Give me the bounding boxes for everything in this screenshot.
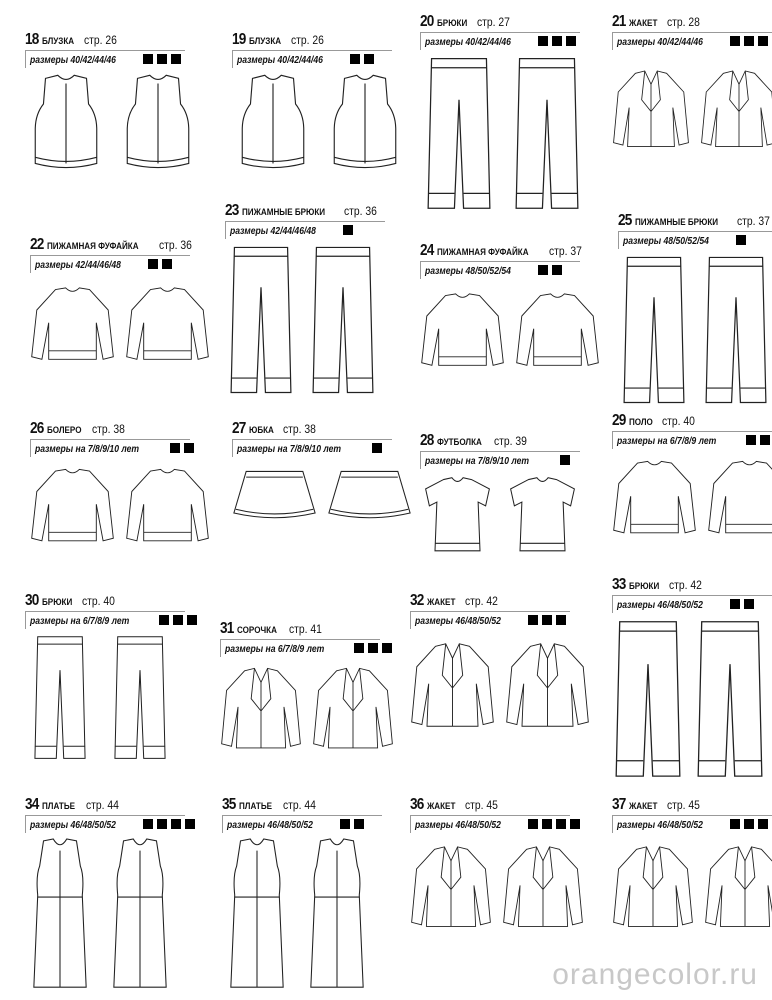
size-square-icon bbox=[758, 36, 768, 46]
sizes-line bbox=[612, 431, 772, 449]
size-square-icon bbox=[143, 54, 153, 64]
sizes-label: размеры 40/42/44/46 bbox=[425, 36, 511, 48]
model-name: БЛУЗКА bbox=[42, 36, 75, 47]
pattern-card-19 bbox=[232, 32, 412, 177]
page-ref: стр. 38 bbox=[92, 424, 126, 436]
size-square-icon bbox=[566, 36, 576, 46]
garment-drawings bbox=[220, 661, 400, 761]
size-square-icon bbox=[350, 54, 360, 64]
sizes-label: размеры 40/42/44/46 bbox=[237, 54, 323, 66]
card-header bbox=[25, 797, 205, 815]
garment-sketch-icon bbox=[222, 837, 292, 992]
card-header bbox=[25, 32, 205, 50]
size-square-icon bbox=[552, 265, 562, 275]
pattern-card-29 bbox=[612, 413, 772, 548]
sizes-label: размеры 48/50/52/54 bbox=[425, 265, 511, 277]
size-square-icon bbox=[736, 235, 746, 245]
pattern-card-18 bbox=[25, 32, 205, 177]
page-ref: стр. 26 bbox=[291, 35, 325, 47]
page-ref: стр. 44 bbox=[282, 800, 316, 812]
sizes-label: размеры 40/42/44/46 bbox=[30, 54, 116, 66]
card-header bbox=[222, 797, 402, 815]
garment-drawings bbox=[30, 277, 210, 377]
size-square-icon bbox=[171, 54, 181, 64]
page-ref: стр. 38 bbox=[283, 424, 316, 436]
garment-drawings bbox=[25, 837, 205, 992]
garment-sketch-icon bbox=[232, 461, 317, 531]
model-number: 29 bbox=[612, 412, 626, 429]
model-name: БОЛЕРО bbox=[47, 425, 82, 436]
garment-sketch-icon bbox=[420, 283, 505, 383]
garment-sketch-icon bbox=[30, 461, 115, 556]
model-name: БРЮКИ bbox=[42, 597, 73, 608]
model-number: 18 bbox=[25, 31, 39, 48]
sizes-line bbox=[30, 255, 190, 273]
sizes-line bbox=[618, 231, 772, 249]
page-ref: стр. 40 bbox=[661, 416, 695, 428]
model-number: 30 bbox=[25, 592, 39, 609]
sizes-label: размеры на 6/7/8/9 лет bbox=[225, 643, 325, 655]
page-ref: стр. 41 bbox=[288, 624, 322, 636]
size-square-icon bbox=[157, 54, 167, 64]
size-square-icon bbox=[744, 819, 754, 829]
pattern-card-33 bbox=[612, 577, 772, 782]
size-square-icon bbox=[372, 443, 382, 453]
garment-drawings bbox=[612, 617, 772, 782]
garment-drawings bbox=[618, 253, 772, 408]
pattern-card-20 bbox=[420, 14, 600, 214]
model-name: ПЛАТЬЕ bbox=[42, 801, 76, 812]
sizes-line bbox=[25, 611, 185, 629]
garment-drawings bbox=[612, 54, 772, 169]
garment-drawings bbox=[25, 633, 205, 763]
sizes-label: размеры 46/48/50/52 bbox=[617, 599, 703, 611]
sizes-label: размеры на 6/7/8/9 лет bbox=[617, 435, 717, 447]
garment-sketch-icon bbox=[302, 837, 372, 992]
garment-sketch-icon bbox=[105, 633, 175, 763]
size-square-icon bbox=[528, 819, 538, 829]
garment-sketch-icon bbox=[694, 617, 766, 782]
page-ref: стр. 28 bbox=[667, 17, 701, 29]
sizes-line bbox=[410, 815, 570, 833]
sizes-line bbox=[612, 32, 772, 50]
card-header bbox=[410, 797, 590, 815]
size-square-icon bbox=[552, 36, 562, 46]
garment-sketch-icon bbox=[25, 72, 107, 177]
garment-drawings bbox=[410, 633, 590, 743]
page-ref: стр. 40 bbox=[82, 596, 116, 608]
model-number: 27 bbox=[232, 420, 246, 437]
garment-drawings bbox=[232, 72, 412, 177]
size-square-icon bbox=[354, 643, 364, 653]
model-number: 33 bbox=[612, 576, 626, 593]
size-square-icon bbox=[343, 225, 353, 235]
size-square-icon bbox=[173, 615, 183, 625]
model-name: БРЮКИ bbox=[437, 18, 468, 29]
model-number: 22 bbox=[30, 236, 44, 253]
sizes-label: размеры на 7/8/9/10 лет bbox=[425, 455, 530, 467]
watermark: orangecolor.ru bbox=[552, 958, 758, 991]
size-square-icon bbox=[730, 36, 740, 46]
sizes-label: размеры 40/42/44/46 bbox=[617, 36, 703, 48]
pattern-card-22 bbox=[30, 237, 210, 377]
size-square-icon bbox=[148, 259, 158, 269]
garment-sketch-icon bbox=[220, 661, 302, 761]
garment-drawings bbox=[30, 461, 210, 556]
size-square-icon bbox=[159, 615, 169, 625]
garment-sketch-icon bbox=[327, 461, 412, 531]
size-square-icon bbox=[730, 599, 740, 609]
size-square-icon bbox=[730, 819, 740, 829]
garment-sketch-icon bbox=[612, 54, 690, 169]
garment-sketch-icon bbox=[410, 837, 492, 942]
sizes-line bbox=[612, 595, 772, 613]
garment-sketch-icon bbox=[25, 633, 95, 763]
model-name: ПИЖАМНЫЕ БРЮКИ bbox=[242, 207, 326, 218]
size-square-icon bbox=[157, 819, 167, 829]
size-square-icon bbox=[171, 819, 181, 829]
garment-drawings bbox=[232, 461, 412, 531]
pattern-card-31 bbox=[220, 621, 400, 761]
page-ref: стр. 37 bbox=[549, 246, 583, 258]
pattern-card-21 bbox=[612, 14, 772, 169]
model-name: ПЛАТЬЕ bbox=[239, 801, 273, 812]
garment-sketch-icon bbox=[612, 453, 697, 548]
model-name: БЛУЗКА bbox=[249, 36, 282, 47]
model-number: 28 bbox=[420, 432, 434, 449]
card-header bbox=[612, 413, 772, 431]
size-square-icon bbox=[368, 643, 378, 653]
card-header bbox=[612, 577, 772, 595]
sizes-label: размеры на 7/8/9/10 лет bbox=[35, 443, 140, 455]
page-ref: стр. 36 bbox=[159, 240, 193, 252]
model-name: БРЮКИ bbox=[629, 581, 660, 592]
sizes-label: размеры 46/48/50/52 bbox=[617, 819, 703, 831]
card-header bbox=[220, 621, 400, 639]
garment-sketch-icon bbox=[324, 72, 406, 177]
sizes-line bbox=[420, 451, 580, 469]
size-square-icon bbox=[143, 819, 153, 829]
size-square-icon bbox=[538, 36, 548, 46]
garment-drawings bbox=[222, 837, 402, 992]
garment-sketch-icon bbox=[30, 277, 115, 377]
garment-sketch-icon bbox=[25, 837, 95, 992]
model-name: ЖАКЕТ bbox=[629, 801, 658, 812]
page-ref: стр. 44 bbox=[85, 800, 119, 812]
model-name: ПОЛО bbox=[629, 417, 654, 428]
page-ref: стр. 45 bbox=[465, 800, 499, 812]
garment-sketch-icon bbox=[618, 253, 690, 408]
model-name: ПИЖАМНАЯ ФУФАЙКА bbox=[47, 241, 139, 252]
sizes-label: размеры 46/48/50/52 bbox=[415, 615, 501, 627]
size-square-icon bbox=[340, 819, 350, 829]
page-ref: стр. 45 bbox=[667, 800, 701, 812]
garment-drawings bbox=[612, 453, 772, 548]
pattern-card-36 bbox=[410, 797, 590, 942]
sizes-label: размеры 48/50/52/54 bbox=[623, 235, 709, 247]
model-number: 34 bbox=[25, 796, 39, 813]
model-name: СОРОЧКА bbox=[237, 625, 278, 636]
garment-sketch-icon bbox=[125, 277, 210, 377]
sizes-line bbox=[225, 221, 385, 239]
garment-drawings bbox=[420, 54, 600, 214]
size-square-icon bbox=[162, 259, 172, 269]
model-name: ЖАКЕТ bbox=[427, 801, 456, 812]
size-square-icon bbox=[354, 819, 364, 829]
size-square-icon bbox=[364, 54, 374, 64]
size-square-icon bbox=[760, 435, 770, 445]
card-header bbox=[232, 421, 412, 439]
pattern-card-25 bbox=[618, 213, 772, 408]
sizes-line bbox=[220, 639, 380, 657]
pattern-card-30 bbox=[25, 593, 205, 763]
model-number: 20 bbox=[420, 13, 434, 30]
sizes-line bbox=[232, 439, 392, 457]
card-header bbox=[420, 14, 600, 32]
page-ref: стр. 37 bbox=[737, 216, 771, 228]
garment-sketch-icon bbox=[505, 633, 590, 743]
card-header bbox=[30, 237, 210, 255]
garment-sketch-icon bbox=[612, 617, 684, 782]
garment-sketch-icon bbox=[707, 453, 772, 548]
garment-sketch-icon bbox=[420, 54, 498, 214]
sizes-label: размеры 46/48/50/52 bbox=[227, 819, 313, 831]
size-square-icon bbox=[758, 819, 768, 829]
model-number: 35 bbox=[222, 796, 236, 813]
sizes-label: размеры на 6/7/8/9 лет bbox=[30, 615, 130, 627]
sizes-line bbox=[420, 32, 580, 50]
sizes-line bbox=[420, 261, 580, 279]
garment-sketch-icon bbox=[225, 243, 297, 398]
pattern-card-37 bbox=[612, 797, 772, 942]
pattern-card-26 bbox=[30, 421, 210, 556]
model-number: 31 bbox=[220, 620, 234, 637]
card-header bbox=[225, 203, 405, 221]
card-header bbox=[30, 421, 210, 439]
size-square-icon bbox=[542, 615, 552, 625]
card-header bbox=[420, 243, 600, 261]
card-header bbox=[420, 433, 600, 451]
page-ref: стр. 39 bbox=[494, 436, 528, 448]
size-square-icon bbox=[185, 819, 195, 829]
model-number: 21 bbox=[612, 13, 626, 30]
sizes-label: размеры 46/48/50/52 bbox=[415, 819, 501, 831]
size-square-icon bbox=[528, 615, 538, 625]
garment-sketch-icon bbox=[420, 473, 495, 563]
pattern-card-27 bbox=[232, 421, 412, 531]
model-name: ЖАКЕТ bbox=[427, 597, 456, 608]
size-square-icon bbox=[556, 819, 566, 829]
model-number: 19 bbox=[232, 31, 246, 48]
sizes-line bbox=[30, 439, 190, 457]
sizes-line bbox=[25, 50, 185, 68]
garment-drawings bbox=[225, 243, 405, 398]
model-number: 25 bbox=[618, 212, 632, 229]
sizes-line bbox=[410, 611, 570, 629]
card-header bbox=[612, 14, 772, 32]
garment-sketch-icon bbox=[312, 661, 394, 761]
sizes-label: размеры 42/44/46/48 bbox=[230, 225, 316, 237]
card-header bbox=[232, 32, 412, 50]
pattern-card-35 bbox=[222, 797, 402, 992]
model-name: ЮБКА bbox=[249, 425, 275, 436]
garment-sketch-icon bbox=[125, 461, 210, 556]
garment-sketch-icon bbox=[700, 54, 772, 169]
garment-drawings bbox=[420, 473, 600, 563]
card-header bbox=[612, 797, 772, 815]
size-square-icon bbox=[560, 455, 570, 465]
page-ref: стр. 36 bbox=[344, 206, 378, 218]
sizes-label: размеры 42/44/46/48 bbox=[35, 259, 121, 271]
garment-sketch-icon bbox=[307, 243, 379, 398]
garment-sketch-icon bbox=[508, 54, 586, 214]
garment-sketch-icon bbox=[117, 72, 199, 177]
card-header bbox=[618, 213, 772, 231]
garment-sketch-icon bbox=[105, 837, 175, 992]
model-number: 32 bbox=[410, 592, 424, 609]
sizes-line bbox=[232, 50, 392, 68]
pattern-card-24 bbox=[420, 243, 600, 383]
garment-drawings bbox=[612, 837, 772, 942]
model-number: 36 bbox=[410, 796, 424, 813]
size-square-icon bbox=[744, 36, 754, 46]
size-square-icon bbox=[744, 599, 754, 609]
garment-sketch-icon bbox=[505, 473, 580, 563]
sizes-line bbox=[222, 815, 382, 833]
garment-sketch-icon bbox=[502, 837, 584, 942]
card-header bbox=[25, 593, 205, 611]
size-square-icon bbox=[746, 435, 756, 445]
garment-drawings bbox=[25, 72, 205, 177]
model-name: ЖАКЕТ bbox=[629, 18, 658, 29]
pattern-card-28 bbox=[420, 433, 600, 563]
garment-sketch-icon bbox=[704, 837, 772, 942]
size-square-icon bbox=[170, 443, 180, 453]
page-ref: стр. 27 bbox=[477, 17, 511, 29]
garment-drawings bbox=[410, 837, 590, 942]
garment-sketch-icon bbox=[515, 283, 600, 383]
sizes-label: размеры 46/48/50/52 bbox=[30, 819, 116, 831]
pattern-card-34 bbox=[25, 797, 205, 992]
sizes-line bbox=[25, 815, 185, 833]
size-square-icon bbox=[382, 643, 392, 653]
pattern-card-23 bbox=[225, 203, 405, 398]
model-name: ФУТБОЛКА bbox=[437, 437, 483, 448]
garment-sketch-icon bbox=[232, 72, 314, 177]
sizes-line bbox=[612, 815, 772, 833]
sizes-label: размеры на 7/8/9/10 лет bbox=[237, 443, 342, 455]
model-name: ПИЖАМНЫЕ БРЮКИ bbox=[635, 217, 719, 228]
size-square-icon bbox=[556, 615, 566, 625]
garment-drawings bbox=[420, 283, 600, 383]
garment-sketch-icon bbox=[612, 837, 694, 942]
model-number: 37 bbox=[612, 796, 626, 813]
model-number: 23 bbox=[225, 202, 239, 219]
size-square-icon bbox=[542, 819, 552, 829]
model-name: ПИЖАМНАЯ ФУФАЙКА bbox=[437, 247, 529, 258]
pattern-card-32 bbox=[410, 593, 590, 743]
model-number: 24 bbox=[420, 242, 434, 259]
size-square-icon bbox=[570, 819, 580, 829]
model-number: 26 bbox=[30, 420, 44, 437]
size-square-icon bbox=[184, 443, 194, 453]
card-header bbox=[410, 593, 590, 611]
garment-sketch-icon bbox=[410, 633, 495, 743]
size-square-icon bbox=[538, 265, 548, 275]
garment-sketch-icon bbox=[700, 253, 772, 408]
page-ref: стр. 26 bbox=[84, 35, 118, 47]
page-ref: стр. 42 bbox=[669, 580, 703, 592]
page-ref: стр. 42 bbox=[465, 596, 499, 608]
size-square-icon bbox=[187, 615, 197, 625]
